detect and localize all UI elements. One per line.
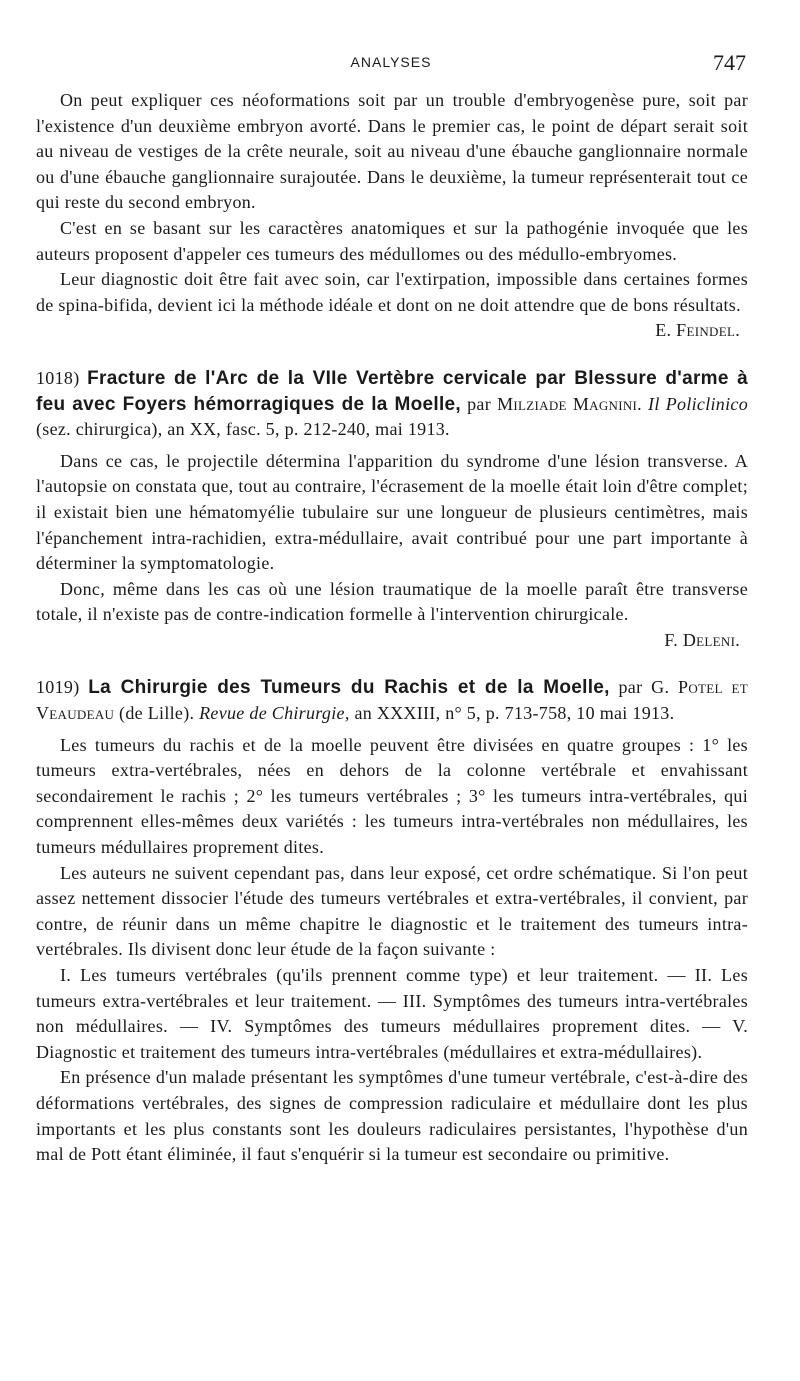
running-head: ANALYSES bbox=[350, 54, 432, 70]
entry-number: 1019) bbox=[36, 677, 80, 698]
author-lead: par bbox=[618, 677, 643, 698]
intro-section bbox=[36, 88, 748, 344]
signature: F. Deleni. bbox=[664, 629, 740, 650]
abstract-entry-1018 bbox=[36, 366, 748, 654]
entry-heading bbox=[36, 366, 748, 443]
page-number: 747 bbox=[713, 50, 746, 75]
signature: E. Feindel. bbox=[655, 320, 740, 341]
entry-title: Fracture de l'Arc de la VIIe Vertèbre cervicale par Blessure d'arme à feu avec Foyers hémorragiques de la Moelle, bbox=[36, 367, 748, 415]
paragraph: Dans ce cas, le projectile détermina l'apparition du syndrome d'une lésion transverse. A l'autopsie on constata que, tout au contraire, l'écrasement de la moelle était loin d'être complet; il existait bien une hématomyélie tubulaire sur une longueur de plusieurs centimètres, mais l'épanchement intra-rachidien, extra-médullaire, avait contribué pour une part importante à déterminer la symptomatologie. bbox=[36, 450, 748, 574]
paragraph: En présence d'un malade présentant les symptômes d'une tumeur vertébrale, c'est-à-dire des déformations vertébrales, des signes de compression radiculaire et médullaire dont les plus importants et les plus constants sont les douleurs radiculaires persistantes, l'hypothèse d'un mal de Pott étant éliminée, il faut s'enquérir si la tumeur est secondaire ou primitive. bbox=[36, 1067, 748, 1165]
author-lead: par bbox=[467, 393, 491, 414]
journal-name: Il Policlinico bbox=[648, 393, 749, 414]
paragraph: Donc, même dans les cas où une lésion traumatique de la moelle paraît être transverse totale, il n'existe pas de contre-indication formelle à l'intervention chirurgicale. bbox=[36, 578, 748, 625]
journal-reference: (sez. chirurgica), an XX, fasc. 5, p. 212-240, mai 1913. bbox=[36, 419, 450, 440]
paragraph: Les auteurs ne suivent cependant pas, dans leur exposé, cet ordre schématique. Si l'on peut assez nettement dissocier l'étude des tumeurs vertébrales et extra-vertébrales, il convient, par contre, de réunir dans un même chapitre le diagnostic et le traitement des tumeurs intra-vertébrales. Ils divisent donc leur étude de la façon suivante : bbox=[36, 862, 748, 960]
page-body bbox=[36, 88, 748, 1168]
entry-heading bbox=[36, 675, 748, 726]
entry-authors: G. Potel et Veaudeau bbox=[36, 677, 748, 724]
entry-number: 1018) bbox=[36, 367, 80, 388]
page-header bbox=[36, 50, 746, 80]
paragraph: C'est en se basant sur les caractères anatomiques et sur la pathogénie invoquée que les auteurs proposent d'appeler ces tumeurs des médullomes ou des médullo-embryomes. bbox=[36, 217, 748, 264]
entry-title: La Chirurgie des Tumeurs du Rachis et de la Moelle, bbox=[88, 677, 610, 699]
journal-reference: an XXXIII, n° 5, p. 713-758, 10 mai 1913. bbox=[354, 703, 675, 724]
author-affiliation: (de Lille). bbox=[119, 703, 195, 724]
paragraph: On peut expliquer ces néoformations soit par un trouble d'embryogenèse pure, soit par l'existence d'un deuxième embryon avorté. Dans le premier cas, le point de départ serait soit au niveau de vestiges de la crête neurale, soit au niveau d'une ébauche ganglionnaire normale ou d'une ébauche ganglionnaire surajoutée. Dans le deuxième, la tumeur représenterait tout ce qui reste du second embryon. bbox=[36, 90, 748, 213]
journal-name: Revue de Chirurgie, bbox=[199, 703, 350, 724]
entry-author: Milziade Magnini. bbox=[497, 393, 642, 414]
paragraph: I. Les tumeurs vertébrales (qu'ils prennent comme type) et leur traitement. — II. Les tumeurs extra-vertébrales et leur traitement. — III. Symptômes des tumeurs intra-vertébrales non médullaires. — IV. Symptômes des tumeurs médullaires proprement dites. — V. Diagnostic et traitement des tumeurs intra-vertébrales (médullaires et extra-médullaires). bbox=[36, 965, 748, 1062]
paragraph: Les tumeurs du rachis et de la moelle peuvent être divisées en quatre groupes : 1° les tumeurs extra-vertébrales, nées en dehors de la colonne vertébrale et envahissant secondairement le rachis ; 2° les tumeurs vertébrales ; 3° les tumeurs intra-vertébrales, qui comprennent elles-mêmes deux variétés : les tumeurs intra-vertébrales non médullaires, les tumeurs médullaires proprement dites. bbox=[36, 734, 748, 858]
abstract-entry-1019 bbox=[36, 675, 748, 1167]
paragraph: Leur diagnostic doit être fait avec soin, car l'extirpation, impossible dans certaines formes de spina-bifida, devient ici la méthode idéale et dont on ne doit attendre que de bons résultats. bbox=[36, 269, 748, 315]
